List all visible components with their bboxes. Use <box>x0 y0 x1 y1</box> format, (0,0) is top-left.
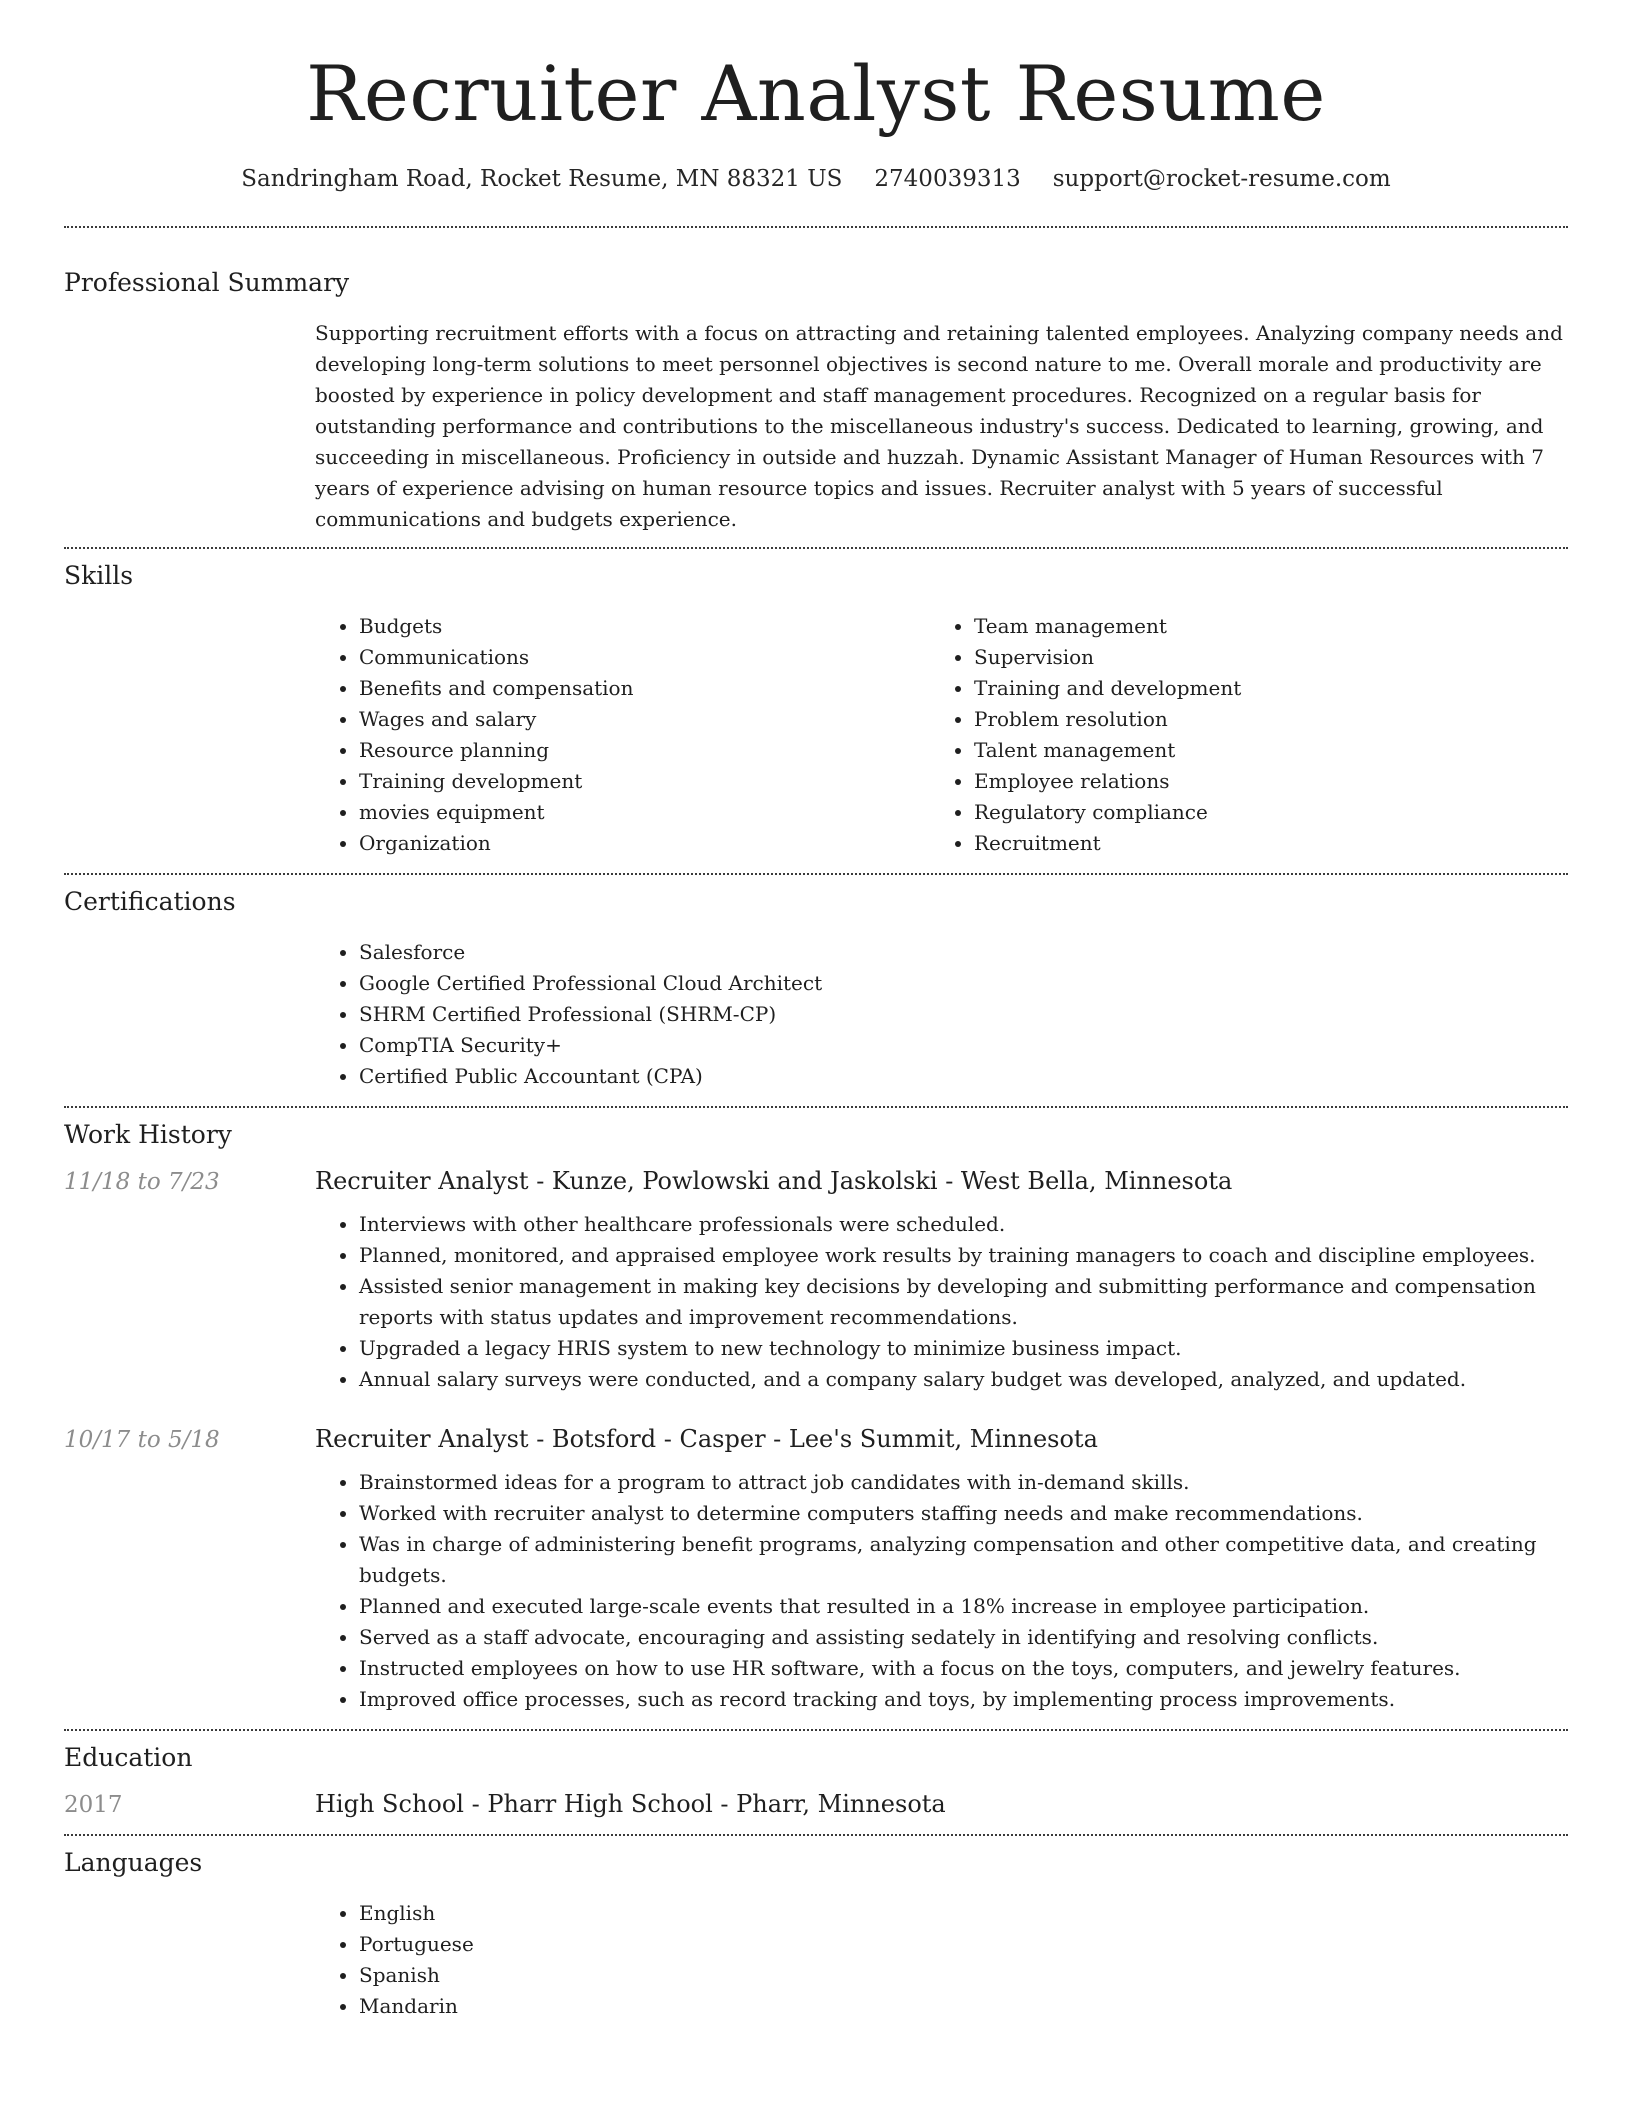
skill-item: • Benefits and compensation <box>359 673 930 704</box>
job-bullet: • Worked with recruiter analyst to determine computers staffing needs and make recommendations. <box>359 1498 1568 1529</box>
skill-item: • Budgets <box>359 611 930 642</box>
job-bullets <box>315 1209 1568 1395</box>
certification-item: • Certified Public Accountant (CPA) <box>359 1061 1568 1092</box>
job-dates: 11/18 to 7/23 <box>64 1168 220 1195</box>
contact-line <box>64 166 1568 192</box>
education-school: High School - Pharr High School - Pharr, Minnesota <box>315 1789 946 1818</box>
certification-item: • CompTIA Security+ <box>359 1030 1568 1061</box>
job-bullet: • Interviews with other healthcare professionals were scheduled. <box>359 1209 1568 1240</box>
divider <box>64 1834 1568 1836</box>
job-details <box>315 1467 1568 1715</box>
certification-item: • Google Certified Professional Cloud Architect <box>359 968 1568 999</box>
certifications-block <box>315 937 1568 1092</box>
skills-list-right <box>930 611 1545 859</box>
job-bullet: • Instructed employees on how to use HR software, with a focus on the toys, computers, and jewelry features. <box>359 1653 1568 1684</box>
divider <box>64 873 1568 875</box>
language-item: • Spanish <box>359 1960 1568 1991</box>
section-title-education: Education <box>64 1742 193 1772</box>
language-item: • Mandarin <box>359 1991 1568 2022</box>
section-title-summary: Professional Summary <box>64 267 350 297</box>
job-bullet: • Planned, monitored, and appraised employee work results by training managers to coach and discipline employees. <box>359 1240 1568 1271</box>
contact-phone: 2740039313 <box>874 165 1021 192</box>
job-bullet: • Assisted senior management in making key decisions by developing and submitting performance and compensation reports with status updates and improvement recommendations. <box>359 1271 1568 1333</box>
skill-item: • Supervision <box>974 642 1545 673</box>
certification-item: • Salesforce <box>359 937 1568 968</box>
skill-item: • Team management <box>974 611 1545 642</box>
job-title: Recruiter Analyst - Kunze, Powlowski and Jaskolski - West Bella, Minnesota <box>315 1166 1233 1195</box>
skill-item: • movies equipment <box>359 797 930 828</box>
job-entry <box>64 1167 1568 1195</box>
skill-item: • Recruitment <box>974 828 1545 859</box>
section-title-languages: Languages <box>64 1847 203 1877</box>
languages-block <box>315 1898 1568 2022</box>
skill-item: • Organization <box>359 828 930 859</box>
job-bullets <box>315 1467 1568 1715</box>
divider <box>64 226 1568 228</box>
job-bullet: • Annual salary surveys were conducted, and a company salary budget was developed, analyzed, and updated. <box>359 1364 1568 1395</box>
contact-email: support@rocket-resume.com <box>1052 165 1391 192</box>
language-item: • Portuguese <box>359 1929 1568 1960</box>
skill-item: • Wages and salary <box>359 704 930 735</box>
skill-item: • Talent management <box>974 735 1545 766</box>
certifications-list <box>315 937 1568 1092</box>
job-dates: 10/17 to 5/18 <box>64 1426 220 1453</box>
divider <box>64 1106 1568 1108</box>
job-title: Recruiter Analyst - Botsford - Casper - Lee's Summit, Minnesota <box>315 1424 1098 1453</box>
job-bullet: • Improved office processes, such as record tracking and toys, by implementing process improvements. <box>359 1684 1568 1715</box>
language-item: • English <box>359 1898 1568 1929</box>
divider <box>64 1729 1568 1731</box>
section-title-work-history: Work History <box>64 1119 232 1149</box>
skill-item: • Problem resolution <box>974 704 1545 735</box>
education-entry <box>64 1790 1568 1818</box>
skills-list-left <box>315 611 930 859</box>
job-bullet: • Served as a staff advocate, encouraging and assisting sedately in identifying and resolving conflicts. <box>359 1622 1568 1653</box>
job-bullet: • Was in charge of administering benefit programs, analyzing compensation and other competitive data, and creating budgets. <box>359 1529 1568 1591</box>
job-bullet: • Brainstormed ideas for a program to attract job candidates with in-demand skills. <box>359 1467 1568 1498</box>
languages-list <box>315 1898 1568 2022</box>
skill-item: • Resource planning <box>359 735 930 766</box>
skill-item: • Training and development <box>974 673 1545 704</box>
certification-item: • SHRM Certified Professional (SHRM-CP) <box>359 999 1568 1030</box>
skills-columns <box>315 611 1568 859</box>
job-details <box>315 1209 1568 1395</box>
skill-item: • Communications <box>359 642 930 673</box>
education-year: 2017 <box>64 1791 123 1818</box>
divider <box>64 547 1568 549</box>
contact-address: Sandringham Road, Rocket Resume, MN 88321 US <box>241 165 843 192</box>
section-title-skills: Skills <box>64 560 134 590</box>
skill-item: • Regulatory compliance <box>974 797 1545 828</box>
job-bullet: • Upgraded a legacy HRIS system to new technology to minimize business impact. <box>359 1333 1568 1364</box>
skill-item: • Training development <box>359 766 930 797</box>
section-title-certifications: Certifications <box>64 886 236 916</box>
job-bullet: • Planned and executed large-scale events that resulted in a 18% increase in employee participation. <box>359 1591 1568 1622</box>
summary-text: Supporting recruitment efforts with a focus on attracting and retaining talented employees. Analyzing company needs and developing long-term solutions to meet personnel objectives is second nature to me. Overall morale and productivity are boosted by experience in policy development and staff management procedures. Recognized on a regular basis for outstanding performance and contributions to the miscellaneous industry's success. Dedicated to learning, growing, and succeeding in miscellaneous. Proficiency in outside and huzzah. Dynamic Assistant Manager of Human Resources with 7 years of experience advising on human resource topics and issues. Recruiter analyst with 5 years of successful communications and budgets experience. <box>315 320 1563 531</box>
job-entry <box>64 1425 1568 1453</box>
resume-title: Recruiter Analyst Resume <box>306 49 1326 138</box>
skill-item: • Employee relations <box>974 766 1545 797</box>
